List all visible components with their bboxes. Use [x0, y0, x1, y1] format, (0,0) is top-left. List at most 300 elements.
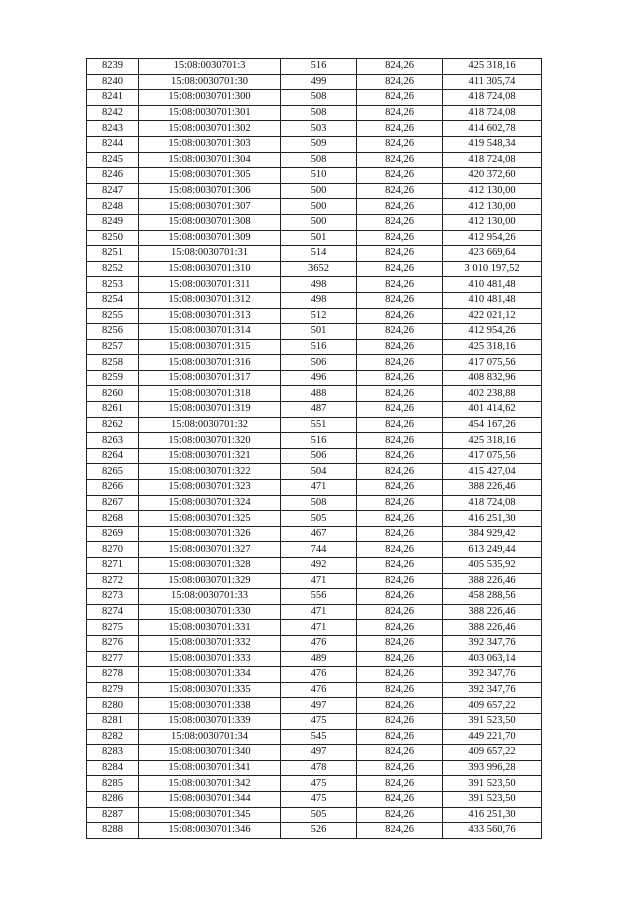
area-cell: 492: [281, 558, 357, 574]
row-number-cell: 8286: [87, 791, 139, 807]
row-number-cell: 8284: [87, 760, 139, 776]
row-number-cell: 8276: [87, 635, 139, 651]
area-cell: 556: [281, 589, 357, 605]
area-cell: 489: [281, 651, 357, 667]
total-value-cell: 391 523,50: [443, 713, 542, 729]
total-value-cell: 392 347,76: [443, 635, 542, 651]
row-number-cell: 8278: [87, 667, 139, 683]
area-cell: 509: [281, 136, 357, 152]
unit-value-cell: 824,26: [357, 121, 443, 137]
unit-value-cell: 824,26: [357, 402, 443, 418]
area-cell: 744: [281, 542, 357, 558]
unit-value-cell: 824,26: [357, 199, 443, 215]
table-row: [87, 495, 542, 511]
cadastral-number-cell: 15:08:0030701:333: [139, 651, 281, 667]
unit-value-cell: 824,26: [357, 511, 443, 527]
unit-value-cell: 824,26: [357, 370, 443, 386]
unit-value-cell: 824,26: [357, 90, 443, 106]
area-cell: 476: [281, 667, 357, 683]
row-number-cell: 8264: [87, 448, 139, 464]
area-cell: 500: [281, 183, 357, 199]
row-number-cell: 8271: [87, 558, 139, 574]
row-number-cell: 8251: [87, 246, 139, 262]
area-cell: 3652: [281, 261, 357, 277]
total-value-cell: 416 251,30: [443, 511, 542, 527]
area-cell: 500: [281, 214, 357, 230]
area-cell: 526: [281, 823, 357, 839]
row-number-cell: 8270: [87, 542, 139, 558]
table-row: [87, 230, 542, 246]
total-value-cell: 409 657,22: [443, 698, 542, 714]
cadastral-number-cell: 15:08:0030701:326: [139, 526, 281, 542]
table-row: [87, 511, 542, 527]
cadastral-number-cell: 15:08:0030701:315: [139, 339, 281, 355]
table-row: [87, 339, 542, 355]
row-number-cell: 8288: [87, 823, 139, 839]
total-value-cell: 388 226,46: [443, 573, 542, 589]
area-cell: 551: [281, 417, 357, 433]
row-number-cell: 8253: [87, 277, 139, 293]
total-value-cell: 388 226,46: [443, 480, 542, 496]
unit-value-cell: 824,26: [357, 417, 443, 433]
area-cell: 475: [281, 713, 357, 729]
unit-value-cell: 824,26: [357, 495, 443, 511]
cadastral-number-cell: 15:08:0030701:330: [139, 604, 281, 620]
parcel-table-body: [87, 59, 542, 839]
total-value-cell: 425 318,16: [443, 59, 542, 75]
row-number-cell: 8274: [87, 604, 139, 620]
cadastral-number-cell: 15:08:0030701:321: [139, 448, 281, 464]
table-row: [87, 713, 542, 729]
row-number-cell: 8256: [87, 324, 139, 340]
area-cell: 467: [281, 526, 357, 542]
unit-value-cell: 824,26: [357, 168, 443, 184]
unit-value-cell: 824,26: [357, 713, 443, 729]
total-value-cell: 414 602,78: [443, 121, 542, 137]
area-cell: 498: [281, 292, 357, 308]
table-row: [87, 308, 542, 324]
total-value-cell: 418 724,08: [443, 105, 542, 121]
cadastral-number-cell: 15:08:0030701:317: [139, 370, 281, 386]
table-row: [87, 105, 542, 121]
cadastral-number-cell: 15:08:0030701:303: [139, 136, 281, 152]
area-cell: 488: [281, 386, 357, 402]
total-value-cell: 392 347,76: [443, 682, 542, 698]
table-row: [87, 480, 542, 496]
row-number-cell: 8249: [87, 214, 139, 230]
cadastral-number-cell: 15:08:0030701:302: [139, 121, 281, 137]
area-cell: 500: [281, 199, 357, 215]
total-value-cell: 412 954,26: [443, 324, 542, 340]
table-row: [87, 261, 542, 277]
row-number-cell: 8254: [87, 292, 139, 308]
total-value-cell: 420 372,60: [443, 168, 542, 184]
total-value-cell: 412 954,26: [443, 230, 542, 246]
table-row: [87, 760, 542, 776]
unit-value-cell: 824,26: [357, 261, 443, 277]
area-cell: 497: [281, 698, 357, 714]
table-row: [87, 573, 542, 589]
unit-value-cell: 824,26: [357, 386, 443, 402]
total-value-cell: 418 724,08: [443, 90, 542, 106]
area-cell: 496: [281, 370, 357, 386]
cadastral-number-cell: 15:08:0030701:325: [139, 511, 281, 527]
cadastral-number-cell: 15:08:0030701:323: [139, 480, 281, 496]
parcel-table: [86, 58, 542, 839]
area-cell: 516: [281, 433, 357, 449]
row-number-cell: 8241: [87, 90, 139, 106]
row-number-cell: 8269: [87, 526, 139, 542]
area-cell: 498: [281, 277, 357, 293]
total-value-cell: 408 832,96: [443, 370, 542, 386]
unit-value-cell: 824,26: [357, 745, 443, 761]
area-cell: 512: [281, 308, 357, 324]
table-row: [87, 589, 542, 605]
total-value-cell: 458 288,56: [443, 589, 542, 605]
unit-value-cell: 824,26: [357, 246, 443, 262]
cadastral-number-cell: 15:08:0030701:346: [139, 823, 281, 839]
table-row: [87, 776, 542, 792]
cadastral-number-cell: 15:08:0030701:310: [139, 261, 281, 277]
cadastral-number-cell: 15:08:0030701:316: [139, 355, 281, 371]
table-row: [87, 558, 542, 574]
row-number-cell: 8266: [87, 480, 139, 496]
unit-value-cell: 824,26: [357, 526, 443, 542]
unit-value-cell: 824,26: [357, 464, 443, 480]
row-number-cell: 8242: [87, 105, 139, 121]
unit-value-cell: 824,26: [357, 698, 443, 714]
table-row: [87, 620, 542, 636]
table-row: [87, 745, 542, 761]
total-value-cell: 402 238,88: [443, 386, 542, 402]
table-row: [87, 698, 542, 714]
row-number-cell: 8245: [87, 152, 139, 168]
total-value-cell: 410 481,48: [443, 292, 542, 308]
unit-value-cell: 824,26: [357, 776, 443, 792]
cadastral-number-cell: 15:08:0030701:335: [139, 682, 281, 698]
cadastral-number-cell: 15:08:0030701:313: [139, 308, 281, 324]
table-row: [87, 292, 542, 308]
unit-value-cell: 824,26: [357, 433, 443, 449]
row-number-cell: 8273: [87, 589, 139, 605]
cadastral-number-cell: 15:08:0030701:328: [139, 558, 281, 574]
cadastral-number-cell: 15:08:0030701:312: [139, 292, 281, 308]
table-row: [87, 152, 542, 168]
total-value-cell: 416 251,30: [443, 807, 542, 823]
table-row: [87, 635, 542, 651]
cadastral-number-cell: 15:08:0030701:314: [139, 324, 281, 340]
total-value-cell: 419 548,34: [443, 136, 542, 152]
cadastral-number-cell: 15:08:0030701:345: [139, 807, 281, 823]
table-row: [87, 402, 542, 418]
area-cell: 516: [281, 59, 357, 75]
cadastral-number-cell: 15:08:0030701:33: [139, 589, 281, 605]
cadastral-number-cell: 15:08:0030701:309: [139, 230, 281, 246]
total-value-cell: 391 523,50: [443, 776, 542, 792]
row-number-cell: 8247: [87, 183, 139, 199]
total-value-cell: 391 523,50: [443, 791, 542, 807]
row-number-cell: 8282: [87, 729, 139, 745]
row-number-cell: 8240: [87, 74, 139, 90]
unit-value-cell: 824,26: [357, 230, 443, 246]
cadastral-number-cell: 15:08:0030701:306: [139, 183, 281, 199]
table-row: [87, 246, 542, 262]
total-value-cell: 3 010 197,52: [443, 261, 542, 277]
table-row: [87, 542, 542, 558]
table-row: [87, 324, 542, 340]
unit-value-cell: 824,26: [357, 105, 443, 121]
total-value-cell: 410 481,48: [443, 277, 542, 293]
area-cell: 545: [281, 729, 357, 745]
table-row: [87, 807, 542, 823]
total-value-cell: 417 075,56: [443, 355, 542, 371]
row-number-cell: 8260: [87, 386, 139, 402]
area-cell: 514: [281, 246, 357, 262]
table-row: [87, 823, 542, 839]
total-value-cell: 403 063,14: [443, 651, 542, 667]
total-value-cell: 418 724,08: [443, 152, 542, 168]
area-cell: 506: [281, 448, 357, 464]
row-number-cell: 8263: [87, 433, 139, 449]
row-number-cell: 8281: [87, 713, 139, 729]
cadastral-number-cell: 15:08:0030701:31: [139, 246, 281, 262]
unit-value-cell: 824,26: [357, 152, 443, 168]
row-number-cell: 8267: [87, 495, 139, 511]
area-cell: 476: [281, 682, 357, 698]
unit-value-cell: 824,26: [357, 59, 443, 75]
cadastral-number-cell: 15:08:0030701:334: [139, 667, 281, 683]
table-row: [87, 199, 542, 215]
cadastral-number-cell: 15:08:0030701:329: [139, 573, 281, 589]
cadastral-number-cell: 15:08:0030701:332: [139, 635, 281, 651]
unit-value-cell: 824,26: [357, 324, 443, 340]
table-row: [87, 417, 542, 433]
area-cell: 508: [281, 90, 357, 106]
unit-value-cell: 824,26: [357, 807, 443, 823]
cadastral-number-cell: 15:08:0030701:307: [139, 199, 281, 215]
total-value-cell: 425 318,16: [443, 433, 542, 449]
table-row: [87, 74, 542, 90]
area-cell: 471: [281, 480, 357, 496]
unit-value-cell: 824,26: [357, 74, 443, 90]
total-value-cell: 384 929,42: [443, 526, 542, 542]
area-cell: 475: [281, 776, 357, 792]
total-value-cell: 411 305,74: [443, 74, 542, 90]
total-value-cell: 454 167,26: [443, 417, 542, 433]
total-value-cell: 418 724,08: [443, 495, 542, 511]
area-cell: 505: [281, 807, 357, 823]
unit-value-cell: 824,26: [357, 292, 443, 308]
cadastral-number-cell: 15:08:0030701:341: [139, 760, 281, 776]
total-value-cell: 412 130,00: [443, 214, 542, 230]
row-number-cell: 8268: [87, 511, 139, 527]
area-cell: 471: [281, 573, 357, 589]
total-value-cell: 433 560,76: [443, 823, 542, 839]
table-row: [87, 136, 542, 152]
row-number-cell: 8285: [87, 776, 139, 792]
cadastral-number-cell: 15:08:0030701:339: [139, 713, 281, 729]
area-cell: 501: [281, 230, 357, 246]
table-row: [87, 355, 542, 371]
cadastral-number-cell: 15:08:0030701:320: [139, 433, 281, 449]
total-value-cell: 417 075,56: [443, 448, 542, 464]
total-value-cell: 405 535,92: [443, 558, 542, 574]
row-number-cell: 8257: [87, 339, 139, 355]
unit-value-cell: 824,26: [357, 308, 443, 324]
unit-value-cell: 824,26: [357, 760, 443, 776]
row-number-cell: 8275: [87, 620, 139, 636]
table-row: [87, 214, 542, 230]
cadastral-number-cell: 15:08:0030701:340: [139, 745, 281, 761]
table-row: [87, 526, 542, 542]
row-number-cell: 8258: [87, 355, 139, 371]
row-number-cell: 8244: [87, 136, 139, 152]
total-value-cell: 415 427,04: [443, 464, 542, 480]
row-number-cell: 8259: [87, 370, 139, 386]
table-row: [87, 448, 542, 464]
unit-value-cell: 824,26: [357, 214, 443, 230]
area-cell: 471: [281, 620, 357, 636]
cadastral-number-cell: 15:08:0030701:344: [139, 791, 281, 807]
unit-value-cell: 824,26: [357, 339, 443, 355]
total-value-cell: 401 414,62: [443, 402, 542, 418]
table-row: [87, 90, 542, 106]
area-cell: 471: [281, 604, 357, 620]
total-value-cell: 412 130,00: [443, 183, 542, 199]
table-row: [87, 386, 542, 402]
cadastral-number-cell: 15:08:0030701:342: [139, 776, 281, 792]
row-number-cell: 8252: [87, 261, 139, 277]
cadastral-number-cell: 15:08:0030701:305: [139, 168, 281, 184]
cadastral-number-cell: 15:08:0030701:327: [139, 542, 281, 558]
row-number-cell: 8283: [87, 745, 139, 761]
table-row: [87, 277, 542, 293]
unit-value-cell: 824,26: [357, 573, 443, 589]
cadastral-number-cell: 15:08:0030701:331: [139, 620, 281, 636]
row-number-cell: 8246: [87, 168, 139, 184]
table-row: [87, 433, 542, 449]
table-row: [87, 667, 542, 683]
cadastral-number-cell: 15:08:0030701:322: [139, 464, 281, 480]
total-value-cell: 449 221,70: [443, 729, 542, 745]
cadastral-number-cell: 15:08:0030701:3: [139, 59, 281, 75]
area-cell: 508: [281, 495, 357, 511]
table-row: [87, 651, 542, 667]
table-row: [87, 464, 542, 480]
table-row: [87, 729, 542, 745]
area-cell: 516: [281, 339, 357, 355]
table-row: [87, 168, 542, 184]
cadastral-number-cell: 15:08:0030701:311: [139, 277, 281, 293]
cadastral-number-cell: 15:08:0030701:301: [139, 105, 281, 121]
unit-value-cell: 824,26: [357, 682, 443, 698]
unit-value-cell: 824,26: [357, 589, 443, 605]
unit-value-cell: 824,26: [357, 542, 443, 558]
cadastral-number-cell: 15:08:0030701:304: [139, 152, 281, 168]
unit-value-cell: 824,26: [357, 448, 443, 464]
area-cell: 508: [281, 105, 357, 121]
total-value-cell: 392 347,76: [443, 667, 542, 683]
total-value-cell: 423 669,64: [443, 246, 542, 262]
total-value-cell: 422 021,12: [443, 308, 542, 324]
row-number-cell: 8277: [87, 651, 139, 667]
unit-value-cell: 824,26: [357, 558, 443, 574]
unit-value-cell: 824,26: [357, 823, 443, 839]
unit-value-cell: 824,26: [357, 480, 443, 496]
row-number-cell: 8265: [87, 464, 139, 480]
total-value-cell: 393 996,28: [443, 760, 542, 776]
cadastral-number-cell: 15:08:0030701:324: [139, 495, 281, 511]
row-number-cell: 8287: [87, 807, 139, 823]
cadastral-number-cell: 15:08:0030701:32: [139, 417, 281, 433]
table-row: [87, 121, 542, 137]
area-cell: 497: [281, 745, 357, 761]
total-value-cell: 412 130,00: [443, 199, 542, 215]
total-value-cell: 388 226,46: [443, 620, 542, 636]
cadastral-number-cell: 15:08:0030701:319: [139, 402, 281, 418]
row-number-cell: 8261: [87, 402, 139, 418]
table-row: [87, 604, 542, 620]
unit-value-cell: 824,26: [357, 277, 443, 293]
total-value-cell: 409 657,22: [443, 745, 542, 761]
area-cell: 503: [281, 121, 357, 137]
area-cell: 478: [281, 760, 357, 776]
unit-value-cell: 824,26: [357, 635, 443, 651]
total-value-cell: 425 318,16: [443, 339, 542, 355]
unit-value-cell: 824,26: [357, 729, 443, 745]
unit-value-cell: 824,26: [357, 604, 443, 620]
area-cell: 487: [281, 402, 357, 418]
area-cell: 505: [281, 511, 357, 527]
row-number-cell: 8239: [87, 59, 139, 75]
total-value-cell: 613 249,44: [443, 542, 542, 558]
unit-value-cell: 824,26: [357, 620, 443, 636]
total-value-cell: 388 226,46: [443, 604, 542, 620]
unit-value-cell: 824,26: [357, 355, 443, 371]
unit-value-cell: 824,26: [357, 667, 443, 683]
row-number-cell: 8243: [87, 121, 139, 137]
unit-value-cell: 824,26: [357, 183, 443, 199]
cadastral-number-cell: 15:08:0030701:308: [139, 214, 281, 230]
table-row: [87, 791, 542, 807]
area-cell: 501: [281, 324, 357, 340]
area-cell: 508: [281, 152, 357, 168]
row-number-cell: 8280: [87, 698, 139, 714]
area-cell: 506: [281, 355, 357, 371]
cadastral-number-cell: 15:08:0030701:34: [139, 729, 281, 745]
cadastral-number-cell: 15:08:0030701:30: [139, 74, 281, 90]
row-number-cell: 8279: [87, 682, 139, 698]
row-number-cell: 8262: [87, 417, 139, 433]
table-row: [87, 370, 542, 386]
row-number-cell: 8272: [87, 573, 139, 589]
row-number-cell: 8250: [87, 230, 139, 246]
cadastral-number-cell: 15:08:0030701:300: [139, 90, 281, 106]
row-number-cell: 8255: [87, 308, 139, 324]
area-cell: 504: [281, 464, 357, 480]
area-cell: 476: [281, 635, 357, 651]
table-row: [87, 682, 542, 698]
cadastral-number-cell: 15:08:0030701:338: [139, 698, 281, 714]
unit-value-cell: 824,26: [357, 651, 443, 667]
area-cell: 510: [281, 168, 357, 184]
row-number-cell: 8248: [87, 199, 139, 215]
table-row: [87, 183, 542, 199]
cadastral-number-cell: 15:08:0030701:318: [139, 386, 281, 402]
unit-value-cell: 824,26: [357, 791, 443, 807]
area-cell: 499: [281, 74, 357, 90]
table-row: [87, 59, 542, 75]
